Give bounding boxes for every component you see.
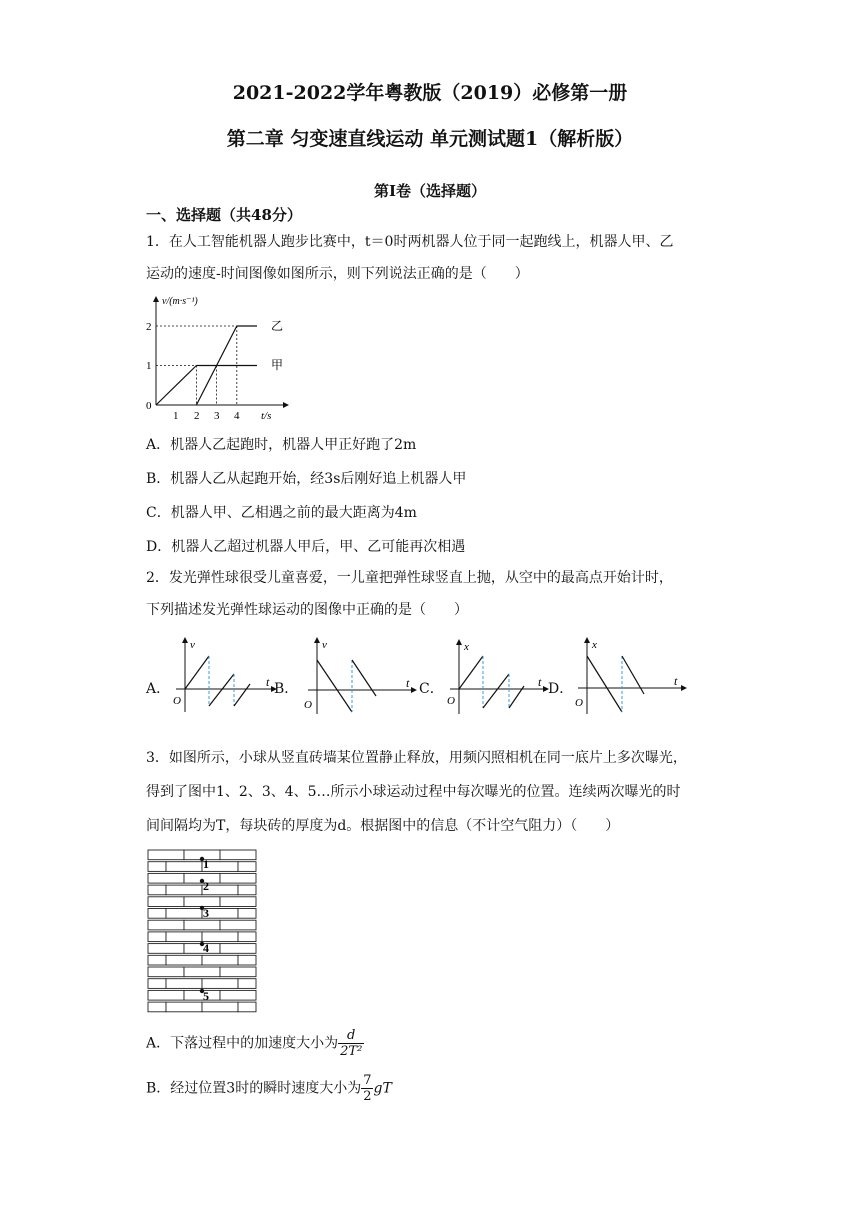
q3-pos-4: 4 xyxy=(203,941,209,955)
brick xyxy=(148,909,166,919)
q1-stem-line2: 运动的速度-时间图像如图所示，则下列说法正确的是（ ） xyxy=(146,266,529,282)
q2-d-origin: O xyxy=(575,697,583,709)
q2-stem-line2: 下列描述发光弹性球运动的图像中正确的是（ ） xyxy=(146,602,468,618)
document-title-line2: 第二章 匀变速直线运动 单元测试题1（解析版） xyxy=(226,128,634,150)
q1-series-jia-segment xyxy=(156,366,196,406)
q1-xtick-4: 4 xyxy=(234,410,240,422)
brick xyxy=(202,955,238,965)
brick xyxy=(202,979,238,989)
brick xyxy=(238,1002,256,1012)
q3-stem-line1: 3．如图所示，小球从竖直砖墙某位置静止释放，用频闪照相机在同一底片上多次曝光， xyxy=(146,750,687,766)
q3-option-a xyxy=(146,1028,364,1059)
q3-option-b-numerator: 7 xyxy=(363,1073,372,1088)
q3-option-b-denominator: 2 xyxy=(363,1089,372,1104)
brick xyxy=(148,944,184,954)
q3-stem-line3: 间间隔均为T，每块砖的厚度为d。根据图中的信息（不计空气阻力）（ ） xyxy=(146,818,620,834)
brick xyxy=(166,909,202,919)
brick xyxy=(220,990,256,1000)
q3-pos-2: 2 xyxy=(203,879,209,893)
q2-a-yaxis: v xyxy=(190,639,195,651)
brick xyxy=(220,920,256,930)
brick xyxy=(148,955,166,965)
q1-option-b: B．机器人乙从起跑开始，经3s后刚好追上机器人甲 xyxy=(146,471,467,487)
brick xyxy=(148,990,184,1000)
q3-option-a-denominator: 2T² xyxy=(340,1044,363,1059)
brick xyxy=(220,967,256,977)
brick xyxy=(148,967,184,977)
q2-label-c: C． xyxy=(419,681,444,697)
brick xyxy=(166,932,202,942)
q2-graph-b xyxy=(300,634,420,716)
brick xyxy=(148,920,184,930)
q1-ytick-1: 1 xyxy=(146,360,152,372)
q3-pos-3: 3 xyxy=(203,906,209,920)
q1-vt-graph xyxy=(138,292,298,422)
brick xyxy=(166,979,202,989)
q2-a-origin: O xyxy=(173,695,181,707)
q2-a-xaxis: t xyxy=(266,675,270,689)
q2-label-a: A． xyxy=(146,681,171,697)
brick xyxy=(148,885,166,895)
brick xyxy=(220,897,256,907)
q3-pos-1: 1 xyxy=(203,857,209,871)
q3-option-b-suffix: gT xyxy=(373,1080,392,1097)
q2-c-yaxis: x xyxy=(464,641,469,653)
brick xyxy=(238,955,256,965)
brick xyxy=(238,909,256,919)
brick xyxy=(166,862,202,872)
q2-c-origin: O xyxy=(447,695,455,707)
brick xyxy=(184,967,220,977)
brick xyxy=(148,932,166,942)
brick xyxy=(148,897,184,907)
q1-origin-label: 0 xyxy=(146,400,152,412)
q3-option-b xyxy=(146,1073,392,1104)
brick xyxy=(184,897,220,907)
brick xyxy=(238,885,256,895)
q1-label-yi: 乙 xyxy=(271,319,284,333)
q3-option-a-text: A．下落过程中的加速度大小为 xyxy=(146,1035,339,1052)
brick xyxy=(184,920,220,930)
q2-d-yaxis: x xyxy=(592,639,597,651)
q2-b-xaxis: t xyxy=(406,676,410,690)
document-title-line1: 2021-2022学年粤教版（2019）必修第一册 xyxy=(232,82,628,104)
brick xyxy=(238,862,256,872)
q3-pos-5: 5 xyxy=(203,989,209,1003)
q2-b-origin: O xyxy=(304,699,312,711)
q2-c-xaxis: t xyxy=(538,675,542,689)
brick xyxy=(238,932,256,942)
q1-xlabel: t/s xyxy=(261,410,272,422)
q1-option-d: D．机器人乙超过机器人甲后，甲、乙可能再次相遇 xyxy=(146,539,466,555)
q1-xtick-3: 3 xyxy=(214,410,220,422)
q1-ytick-2: 2 xyxy=(146,321,152,333)
q1-option-c: C．机器人甲、乙相遇之前的最大距离为4m xyxy=(146,505,417,521)
q1-stem-line1: 1．在人工智能机器人跑步比赛中，t＝0时两机器人位于同一起跑线上，机器人甲、乙 xyxy=(146,234,674,250)
q2-graph-d xyxy=(570,634,690,716)
brick xyxy=(148,850,184,860)
q2-label-b: B． xyxy=(274,681,299,697)
q2-graph-c xyxy=(442,636,554,716)
q1-ylabel: v/(m·s⁻¹) xyxy=(162,296,198,307)
q3-stem-line2: 得到了图中1、2、3、4、5…所示小球运动过程中每次曝光的位置。连续两次曝光的时 xyxy=(146,784,681,800)
q2-graph-a xyxy=(168,634,280,714)
brick xyxy=(166,885,202,895)
q3-option-b-fraction xyxy=(361,1073,373,1104)
brick xyxy=(148,979,166,989)
brick xyxy=(148,862,166,872)
brick xyxy=(238,979,256,989)
q2-b-yaxis: v xyxy=(322,639,327,651)
q3-brick-wall xyxy=(144,848,260,1014)
brick xyxy=(166,955,202,965)
part-title: 第Ⅰ卷（选择题） xyxy=(373,182,487,200)
q3-option-a-fraction xyxy=(338,1028,364,1059)
q2-d-xaxis: t xyxy=(674,674,678,688)
q3-option-b-text: B．经过位置3时的瞬时速度大小为 xyxy=(146,1080,362,1097)
q1-label-jia: 甲 xyxy=(271,358,284,372)
brick xyxy=(220,850,256,860)
brick xyxy=(166,1002,202,1012)
q1-xtick-1: 1 xyxy=(173,410,179,422)
q1-xtick-2: 2 xyxy=(194,410,200,422)
section-title: 一、选择题（共48分） xyxy=(146,206,302,224)
q3-option-a-numerator: d xyxy=(338,1028,364,1044)
brick xyxy=(220,944,256,954)
brick xyxy=(148,1002,166,1012)
q2-stem-line1: 2．发光弹性球很受儿童喜爱，一儿童把弹性球竖直上抛，从空中的最高点开始计时， xyxy=(146,570,673,586)
brick xyxy=(202,1002,238,1012)
brick xyxy=(148,873,184,883)
q1-option-a: A．机器人乙起跑时，机器人甲正好跑了2m xyxy=(146,437,417,453)
q2-label-d: D． xyxy=(548,681,574,697)
brick xyxy=(220,873,256,883)
